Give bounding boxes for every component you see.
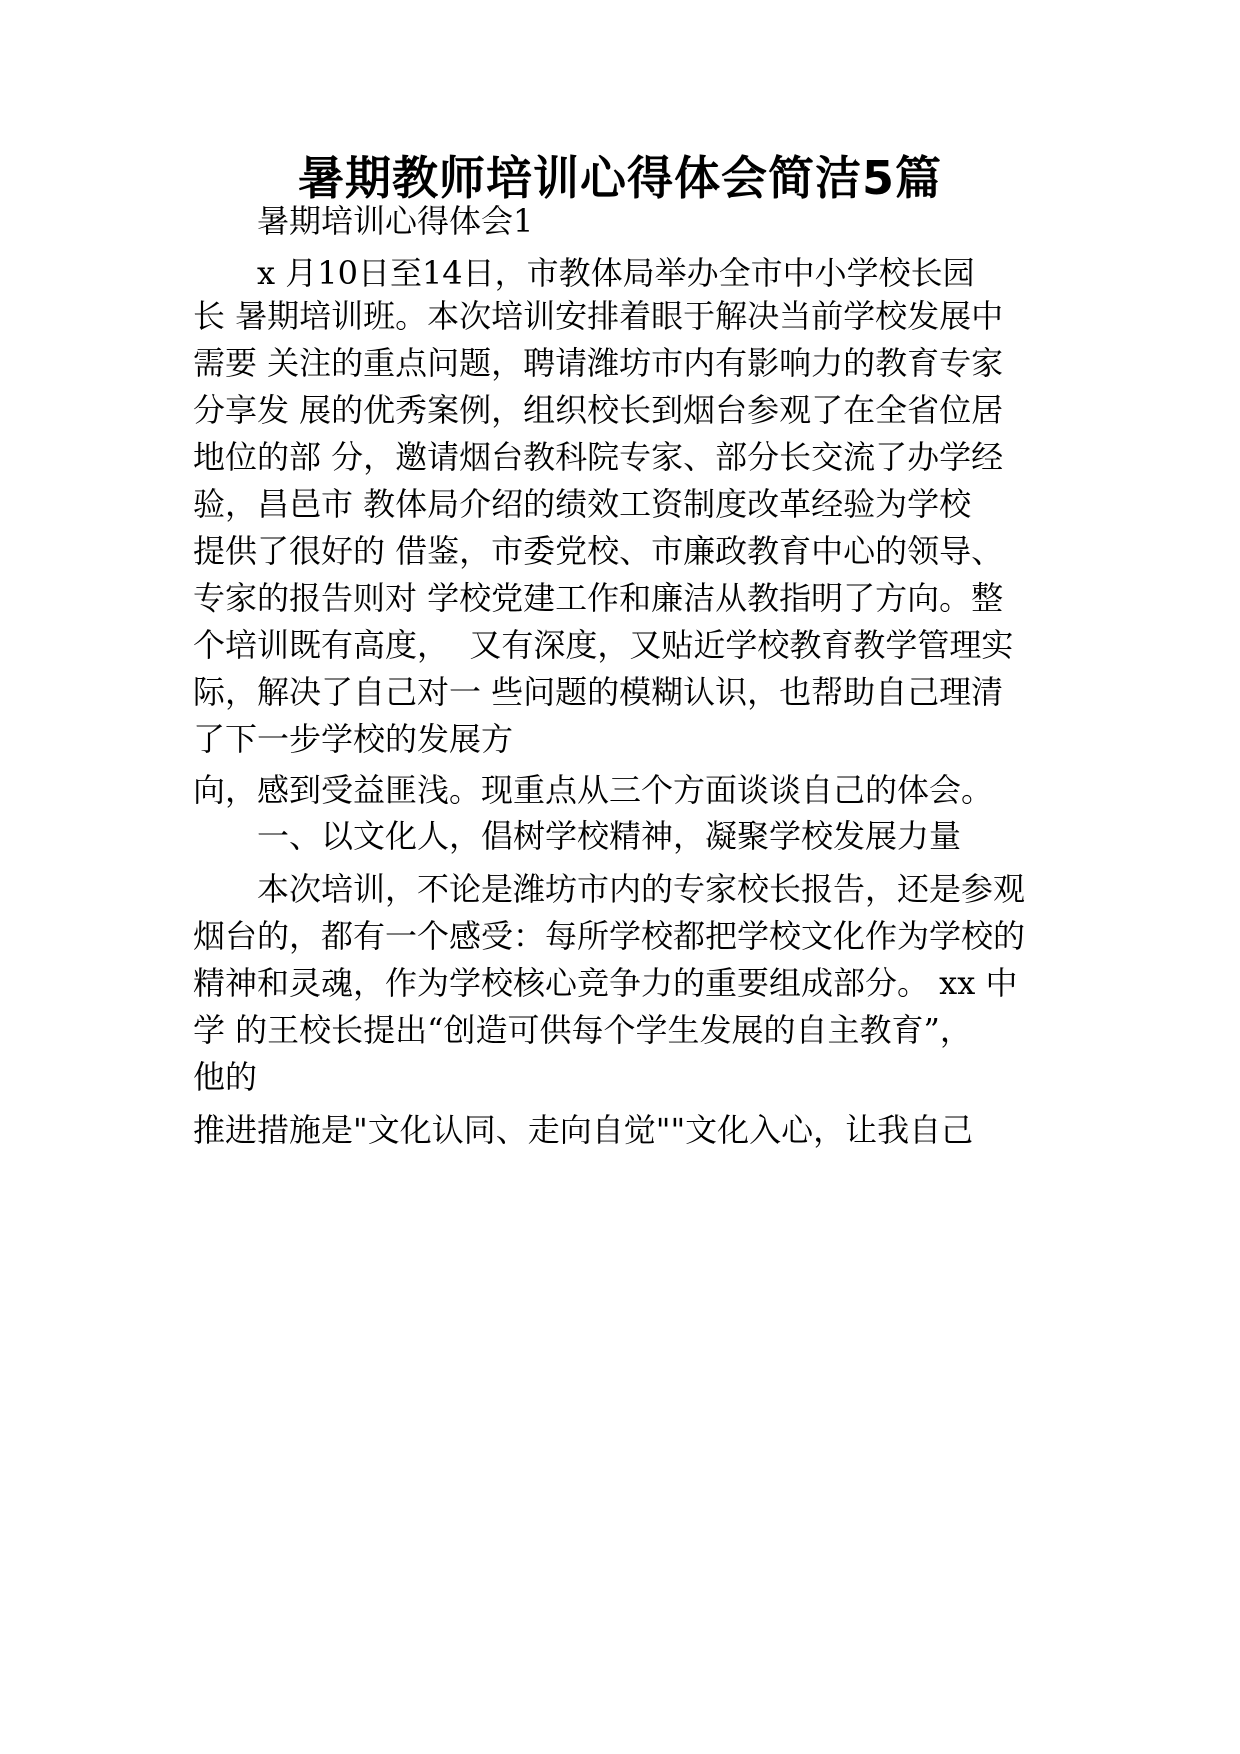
body-line-2: 长 暑期培训班。本次培训安排着眼于解决当前学校发展中 bbox=[193, 297, 1004, 335]
subheading-1: 一、以文化人，倡树学校精神，凝聚学校发展力量 bbox=[257, 817, 962, 855]
body-line-15: 精神和灵魂，作为学校核心竞争力的重要组成部分。 xx 中 bbox=[193, 964, 1018, 1002]
body-line-4: 分享发 展的优秀案例，组织校长到烟台参观了在全省位居 bbox=[193, 391, 1004, 429]
body-line-11: 了下一步学校的发展方 bbox=[193, 720, 514, 758]
body-line-13: 本次培训，不论是潍坊市内的专家校长报告，还是参观 bbox=[257, 870, 1026, 908]
body-line-16: 学 的王校长提出“创造可供每个学生发展的自主教育”， bbox=[193, 1011, 972, 1049]
body-line-3: 需要 关注的重点问题，聘请潍坊市内有影响力的教育专家 bbox=[193, 344, 1004, 382]
body-line-8: 专家的报告则对 学校党建工作和廉洁从教指明了方向。整 bbox=[193, 579, 1004, 617]
body-line-12: 向，感到受益匪浅。现重点从三个方面谈谈自己的体会。 bbox=[193, 771, 994, 809]
body-line-10: 际，解决了自己对一 些问题的模糊认识，也帮助自己理清 bbox=[193, 673, 1004, 711]
body-line-7: 提供了很好的 借鉴，市委党校、市廉政教育中心的领导、 bbox=[193, 532, 1004, 570]
body-line-1: x 月10日至14日，市教体局举办全市中小学校长园 bbox=[257, 254, 975, 292]
document-title: 暑期教师培训心得体会简洁5篇 bbox=[297, 151, 942, 205]
body-line-6: 验，昌邑市 教体局介绍的绩效工资制度改革经验为学校 bbox=[193, 485, 972, 523]
body-line-17: 他的 bbox=[193, 1058, 258, 1096]
body-line-5: 地位的部 分，邀请烟台教科院专家、部分长交流了办学经 bbox=[193, 438, 1004, 476]
body-line-14: 烟台的，都有一个感受：每所学校都把学校文化作为学校的 bbox=[193, 917, 1026, 955]
section-heading: 暑期培训心得体会1 bbox=[257, 202, 534, 240]
body-line-18: 推进措施是"文化认同、走向自觉""文化入心，让我自己 bbox=[193, 1111, 974, 1149]
body-line-9: 个培训既有高度， 又有深度，又贴近学校教育教学管理实 bbox=[193, 626, 1014, 664]
